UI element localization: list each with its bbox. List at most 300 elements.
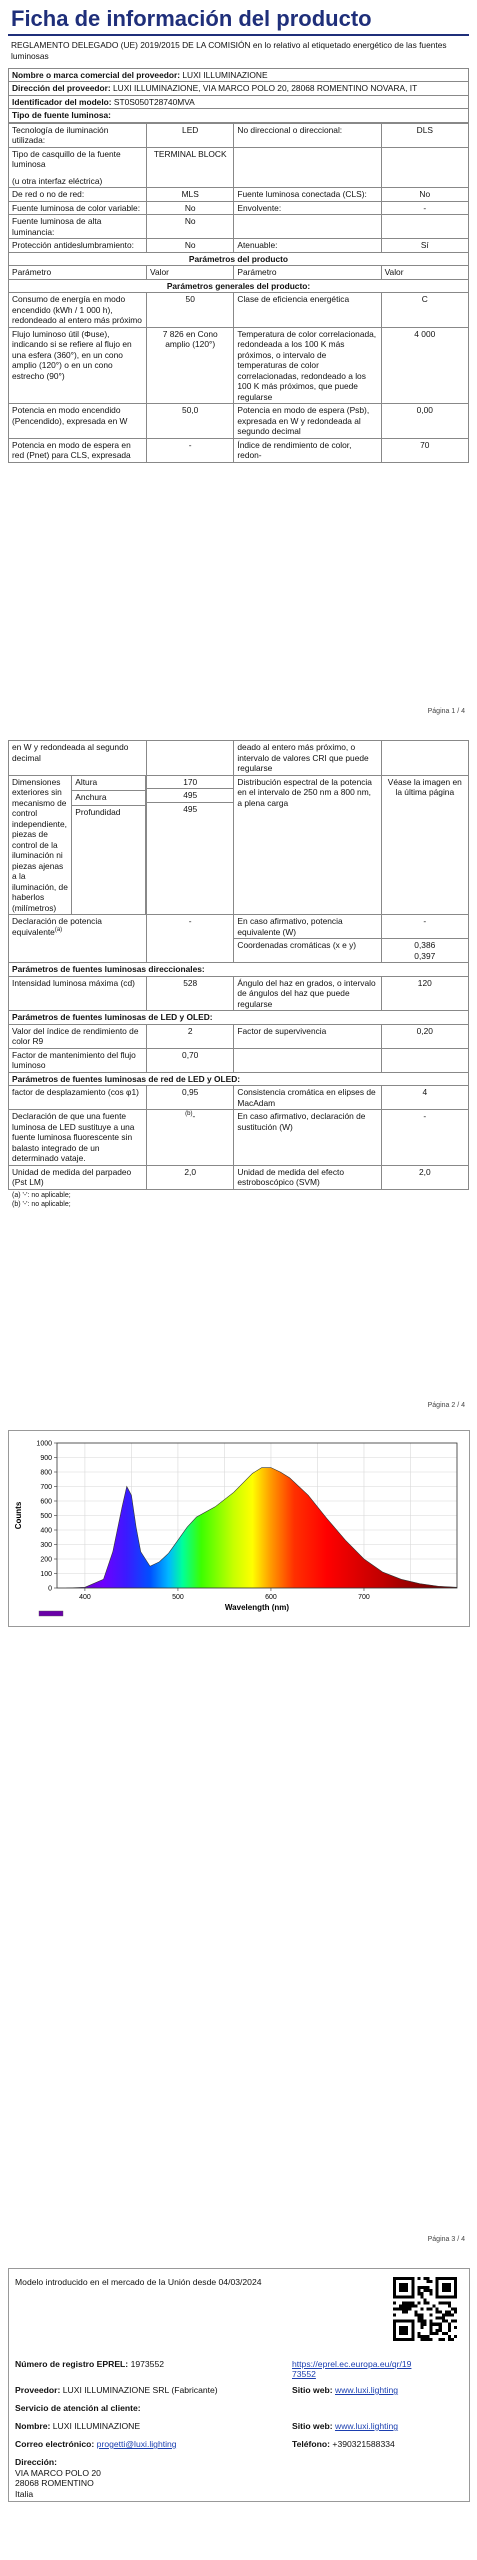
qr-module	[393, 2286, 396, 2289]
qr-module	[451, 2307, 454, 2310]
qr-module	[411, 2292, 414, 2295]
qr-module	[436, 2323, 439, 2326]
survival-label: Factor de supervivencia	[234, 1024, 381, 1048]
nondir-label: No direccional o direccional:	[234, 123, 381, 147]
qr-module	[393, 2277, 396, 2280]
x-tick-label: 400	[79, 1594, 91, 1601]
spectrum-area	[66, 1468, 457, 1588]
energy-class-value: C	[381, 293, 468, 328]
qr-module	[448, 2323, 451, 2326]
cri-value: 70	[381, 438, 468, 462]
supplier-value: LUXI ILLUMINAZIONE SRL (Fabricante)	[62, 2385, 218, 2395]
qr-module	[433, 2304, 436, 2307]
pnet-value: -	[147, 438, 234, 462]
qr-module	[411, 2295, 414, 2298]
spd-label: Distribución espectral de la potencia en el intervalo de 250 nm a 800 nm, a plena carga	[234, 775, 381, 915]
page-number: Página 2 / 4	[427, 1402, 465, 1409]
qr-module	[405, 2326, 408, 2329]
x-tick-label: 500	[172, 1594, 184, 1601]
qr-module	[399, 2332, 402, 2335]
qr-module	[448, 2335, 451, 2338]
y-tick-label: 800	[40, 1469, 52, 1477]
qr-module	[423, 2289, 426, 2292]
qr-module	[396, 2277, 399, 2280]
dims-subtable	[9, 776, 146, 915]
qr-module	[420, 2307, 423, 2310]
col-param: Parámetro	[234, 266, 381, 280]
qr-module	[423, 2286, 426, 2289]
dims-cell	[9, 775, 147, 915]
website-link[interactable]: www.luxi.lighting	[334, 2385, 399, 2395]
qr-module	[451, 2295, 454, 2298]
qr-module	[402, 2326, 405, 2329]
flicker-value: 2,0	[147, 1165, 234, 1189]
qr-module	[411, 2280, 414, 2283]
qr-module	[393, 2338, 396, 2341]
qr-module	[420, 2320, 423, 2323]
antiglare-value: No	[147, 239, 234, 253]
qr-module	[393, 2289, 396, 2292]
qr-module	[393, 2307, 396, 2310]
qr-module	[405, 2289, 408, 2292]
spectrum-chart	[8, 1430, 470, 1627]
service-heading: Servicio de atención al cliente:	[15, 2403, 141, 2413]
qr-module	[393, 2320, 396, 2323]
qr-module	[448, 2304, 451, 2307]
qr-module	[417, 2301, 420, 2304]
qr-module	[402, 2311, 405, 2314]
qr-module	[411, 2304, 414, 2307]
empty-cell	[234, 147, 381, 188]
eprel-link[interactable]: https://eprel.ec.europa.eu/qr/1973552	[292, 2359, 412, 2379]
qr-module	[414, 2304, 417, 2307]
address-line-3: Italia	[15, 2489, 34, 2500]
page-2	[8, 740, 469, 1940]
qr-module	[451, 2277, 454, 2280]
retro-footnote-ref: (b)	[185, 1111, 193, 1118]
dim-name-width: Anchura	[72, 790, 146, 805]
address-label: Dirección del proveedor:	[12, 83, 111, 94]
qr-module	[436, 2283, 439, 2286]
eq-w-label: En caso afirmativo, potencia equivalente (W)	[234, 915, 381, 939]
qr-module	[439, 2277, 442, 2280]
qr-module	[436, 2311, 439, 2314]
qr-module	[399, 2286, 402, 2289]
qr-module	[405, 2277, 408, 2280]
qr-module	[427, 2280, 430, 2283]
pon-value: 50,0	[147, 404, 234, 439]
qr-module	[411, 2335, 414, 2338]
y-tick-label: 100	[40, 1571, 52, 1578]
qr-module	[420, 2335, 423, 2338]
qr-module	[402, 2329, 405, 2332]
qr-module	[417, 2335, 420, 2338]
market-date: Modelo introducido en el mercado de la Unión desde 04/03/2024	[15, 2277, 262, 2287]
retro-w-value: -	[381, 1110, 468, 1166]
empty-cell	[234, 215, 381, 239]
x-tick-label: 600	[265, 1594, 277, 1601]
qr-module	[445, 2311, 448, 2314]
cls-label: Fuente luminosa conectada (CLS):	[234, 188, 381, 202]
qr-module	[405, 2286, 408, 2289]
tech-value: LED	[147, 123, 234, 147]
disp-label: factor de desplazamiento (cos φ1)	[9, 1086, 147, 1110]
qr-module	[405, 2295, 408, 2298]
trademark-row	[9, 68, 469, 82]
qr-module	[454, 2311, 457, 2314]
qr-module	[430, 2338, 433, 2341]
qr-module	[411, 2329, 414, 2332]
qr-module	[408, 2304, 411, 2307]
qr-module	[448, 2311, 451, 2314]
regulation-subtitle: REGLAMENTO DELEGADO (UE) 2019/2015 DE LA COMISIÓN en lo relativo al etiquetado energético de las fuentes luminosas	[11, 40, 447, 61]
website2-label: Sitio web:	[292, 2421, 333, 2431]
source-type-table	[8, 123, 469, 463]
qr-module	[420, 2338, 423, 2341]
beam-label: Ángulo del haz en grados, o intervalo de ángulos del haz que puede regularse	[234, 976, 381, 1011]
reg-value: 1973552	[130, 2359, 165, 2369]
dim-value-width: 495	[147, 789, 233, 803]
qr-module	[439, 2317, 442, 2320]
qr-module	[445, 2283, 448, 2286]
qr-module	[442, 2332, 445, 2335]
colour-value: No	[147, 201, 234, 215]
qr-module	[399, 2338, 402, 2341]
eq-label: Declaración de potencia equivalente	[12, 916, 102, 937]
qr-module	[405, 2320, 408, 2323]
qr-module	[405, 2307, 408, 2310]
title-rule	[8, 34, 469, 36]
qr-module	[423, 2323, 426, 2326]
maint-label: Factor de mantenimiento del flujo luminoso	[9, 1048, 147, 1072]
beam-value: 120	[381, 976, 468, 1011]
qr-module	[427, 2289, 430, 2292]
qr-module	[393, 2292, 396, 2295]
qr-module	[402, 2304, 405, 2307]
qr-module	[454, 2307, 457, 2310]
qr-module	[448, 2295, 451, 2298]
envelope-label: Envolvente:	[234, 201, 381, 215]
qr-module	[411, 2320, 414, 2323]
qr-module	[393, 2323, 396, 2326]
qr-module	[405, 2329, 408, 2332]
qr-module	[405, 2311, 408, 2314]
qr-module	[402, 2320, 405, 2323]
qr-module	[420, 2326, 423, 2329]
qr-module	[454, 2289, 457, 2292]
qr-module	[442, 2289, 445, 2292]
x-tick-label: 700	[358, 1594, 370, 1601]
qr-module	[445, 2314, 448, 2317]
qr-module	[402, 2338, 405, 2341]
qr-module	[445, 2295, 448, 2298]
spd-value: Véase la imagen en la última página	[381, 775, 468, 915]
qr-module	[454, 2326, 457, 2329]
empty-cell	[381, 741, 468, 776]
qr-module	[439, 2301, 442, 2304]
qr-module	[436, 2317, 439, 2320]
flux-value: 7 826 en Cono amplio (120°)	[147, 327, 234, 404]
dim-value-height: 170	[147, 776, 233, 790]
qr-module	[402, 2283, 405, 2286]
envelope-value: -	[381, 201, 468, 215]
qr-module	[408, 2301, 411, 2304]
qr-module	[454, 2295, 457, 2298]
eq-cell	[9, 915, 147, 963]
qr-module	[430, 2320, 433, 2323]
qr-module	[454, 2292, 457, 2295]
qr-module	[417, 2277, 420, 2280]
qr-module	[442, 2301, 445, 2304]
email-link[interactable]: progetti@luxi.lighting	[96, 2439, 177, 2449]
tech-label: Tecnología de iluminación utilizada:	[9, 123, 147, 147]
page-1	[8, 4, 469, 704]
intensity-label: Intensidad luminosa máxima (cd)	[9, 976, 147, 1011]
qr-module	[393, 2326, 396, 2329]
qr-module	[408, 2277, 411, 2280]
flicker-label: Unidad de medida del parpadeo (Pst LM)	[9, 1165, 147, 1189]
maint-value: 0,70	[147, 1048, 234, 1072]
eq-w-value: -	[381, 915, 468, 939]
qr-module	[451, 2314, 454, 2317]
col-value: Valor	[147, 266, 234, 280]
trademark-value: LUXI ILLUMINAZIONE	[182, 69, 268, 80]
retro-cell	[147, 1110, 234, 1166]
qr-module	[430, 2323, 433, 2326]
qr-module	[414, 2311, 417, 2314]
qr-module	[405, 2304, 408, 2307]
qr-module	[393, 2314, 396, 2317]
address-row	[9, 82, 469, 96]
qr-module	[411, 2323, 414, 2326]
qr-module	[408, 2307, 411, 2310]
qr-module	[442, 2295, 445, 2298]
qr-module	[417, 2292, 420, 2295]
cap-cell	[9, 147, 147, 188]
qr-module	[436, 2307, 439, 2310]
qr-module	[417, 2317, 420, 2320]
qr-module	[417, 2320, 420, 2323]
qr-module	[436, 2277, 439, 2280]
y-tick-label: 400	[40, 1527, 52, 1535]
qr-module	[430, 2329, 433, 2332]
y-axis-label: Counts	[14, 1501, 23, 1530]
supplier-table	[8, 68, 469, 123]
qr-module	[411, 2332, 414, 2335]
mains-led-title: Parámetros de fuentes luminosas de red de LED y OLED:	[9, 1072, 469, 1086]
colour-label: Fuente luminosa de color variable:	[9, 201, 147, 215]
trademark-label: Nombre o marca comercial del proveedor:	[12, 69, 181, 80]
email-label: Correo electrónico:	[15, 2439, 95, 2449]
qr-module	[411, 2277, 414, 2280]
qr-module	[420, 2317, 423, 2320]
qr-module	[405, 2301, 408, 2304]
cri-label-cont: deado al entero más próximo, o intervalo de valores CRI que puede regularse	[234, 741, 381, 776]
cap-sub: (u otra interfaz eléctrica)	[12, 175, 103, 186]
r9-label: Valor del índice de rendimiento de color R9	[9, 1024, 147, 1048]
x-axis-label: Wavelength (nm)	[224, 1603, 290, 1612]
qr-module	[393, 2283, 396, 2286]
qr-module	[393, 2295, 396, 2298]
qr-module	[448, 2283, 451, 2286]
supplier-label: Proveedor:	[15, 2385, 61, 2395]
reg-label: Número de registro EPREL:	[15, 2359, 129, 2369]
qr-module	[451, 2320, 454, 2323]
qr-module	[433, 2323, 436, 2326]
qr-module	[417, 2314, 420, 2317]
qr-module	[439, 2329, 442, 2332]
dim-name-depth: Profundidad	[72, 806, 146, 915]
qr-module	[439, 2323, 442, 2326]
flux-label: Flujo luminoso útil (Φuse), indicando si se refiere al flujo en una esfera (360°), en un cono amplio (120°) o en un cono estrecho (90°)	[9, 327, 147, 404]
pnet-label-cont: en W y redondeada al segundo decimal	[9, 741, 147, 776]
y-tick-label: 700	[40, 1484, 52, 1491]
dimmable-value: Sí	[381, 239, 468, 253]
contact-name-label: Nombre:	[15, 2421, 51, 2431]
qr-module	[420, 2286, 423, 2289]
footnote-a: (a) '-': no aplicable;	[12, 1191, 71, 1199]
qr-module	[445, 2320, 448, 2323]
qr-module	[454, 2286, 457, 2289]
pnet-label: Potencia en modo de espera en red (Pnet) para CLS, expresada	[9, 438, 147, 462]
empty-cell	[147, 741, 234, 776]
qr-module	[402, 2277, 405, 2280]
qr-module	[427, 2286, 430, 2289]
qr-module	[393, 2280, 396, 2283]
qr-module	[393, 2329, 396, 2332]
energy-class-label: Clase de eficiencia energética	[234, 293, 381, 328]
mains-label: De red o no de red:	[9, 188, 147, 202]
qr-module	[442, 2283, 445, 2286]
qr-module	[442, 2317, 445, 2320]
y-tick-label: 500	[40, 1513, 52, 1520]
qr-module	[417, 2286, 420, 2289]
qr-module	[442, 2338, 445, 2341]
dims-label: Dimensiones exteriores sin mecanismo de control independiente, piezas de control de la iluminación ni piezas ajenas a la iluminación, de haberlos (milímetros)	[9, 776, 72, 915]
qr-module	[402, 2307, 405, 2310]
cls-value: No	[381, 188, 468, 202]
svm-value: 2,0	[381, 1165, 468, 1189]
qr-module	[417, 2289, 420, 2292]
qr-module	[448, 2314, 451, 2317]
qr-module	[402, 2301, 405, 2304]
qr-module	[442, 2320, 445, 2323]
col-value: Valor	[381, 266, 468, 280]
qr-module	[427, 2335, 430, 2338]
qr-module	[448, 2326, 451, 2329]
qr-module	[436, 2286, 439, 2289]
qr-module	[448, 2329, 451, 2332]
qr-module	[445, 2277, 448, 2280]
qr-module	[393, 2332, 396, 2335]
col-param: Parámetro	[9, 266, 147, 280]
qr-code-icon[interactable]	[393, 2277, 457, 2341]
qr-module	[411, 2289, 414, 2292]
consumption-value: 50	[147, 293, 234, 328]
qr-module	[399, 2329, 402, 2332]
qr-module	[445, 2301, 448, 2304]
qr-module	[396, 2307, 399, 2310]
y-tick-label: 1000	[36, 1440, 52, 1448]
qr-module	[423, 2320, 426, 2323]
qr-module	[399, 2277, 402, 2280]
legend-swatch	[39, 1611, 63, 1616]
qr-module	[427, 2307, 430, 2310]
qr-module	[430, 2307, 433, 2310]
eprel-card	[8, 2268, 470, 2502]
retro-w-label: En caso afirmativo, declaración de sustitución (W)	[234, 1110, 381, 1166]
address-line-1: VIA MARCO POLO 20	[15, 2467, 101, 2478]
qr-module	[411, 2283, 414, 2286]
macadam-label: Consistencia cromática en elipses de MacAdam	[234, 1086, 381, 1110]
qr-module	[420, 2314, 423, 2317]
mains-value: MLS	[147, 188, 234, 202]
qr-module	[408, 2320, 411, 2323]
chroma-y: 0,397	[414, 950, 436, 961]
model-label: Identificador del modelo:	[12, 96, 112, 107]
qr-module	[448, 2277, 451, 2280]
eq-value: -	[147, 915, 234, 963]
qr-module	[402, 2289, 405, 2292]
empty-cell	[381, 1048, 468, 1072]
address-line-2: 28068 ROMENTINO	[15, 2478, 94, 2489]
qr-module	[405, 2283, 408, 2286]
qr-module	[411, 2326, 414, 2329]
qr-module	[442, 2314, 445, 2317]
disp-value: 0,95	[147, 1086, 234, 1110]
qr-module	[393, 2335, 396, 2338]
psb-label: Potencia en modo de espera (Psb), expresada en W y redondeada al segundo decimal	[234, 404, 381, 439]
qr-module	[399, 2304, 402, 2307]
qr-module	[430, 2280, 433, 2283]
qr-module	[408, 2295, 411, 2298]
hl-label: Fuente luminosa de alta luminancia:	[9, 215, 147, 239]
retro-label: Declaración de que una fuente luminosa de LED sustituye a una fuente luminosa fluorescente sin balasto integrado de un determinado vataje.	[9, 1110, 147, 1166]
chroma-label: Coordenadas cromáticas (x e y)	[234, 939, 381, 963]
qr-module	[423, 2298, 426, 2301]
qr-module	[420, 2295, 423, 2298]
eq-footnote-ref: (a)	[54, 926, 63, 933]
qr-module	[420, 2323, 423, 2326]
address-heading: Dirección:	[15, 2457, 58, 2467]
cct-value: 4 000	[381, 327, 468, 404]
cap-value: TERMINAL BLOCK	[147, 147, 234, 188]
qr-module	[427, 2301, 430, 2304]
qr-module	[433, 2332, 436, 2335]
qr-module	[423, 2301, 426, 2304]
qr-module	[427, 2277, 430, 2280]
y-tick-label: 300	[40, 1542, 52, 1549]
website2-link[interactable]: www.luxi.lighting	[334, 2421, 399, 2431]
qr-module	[411, 2338, 414, 2341]
r9-value: 2	[147, 1024, 234, 1048]
empty-cell	[381, 215, 468, 239]
qr-module	[445, 2289, 448, 2292]
qr-module	[436, 2295, 439, 2298]
qr-module	[399, 2295, 402, 2298]
qr-module	[448, 2301, 451, 2304]
page-title: Ficha de información del producto	[11, 6, 372, 31]
qr-module	[430, 2292, 433, 2295]
qr-module	[436, 2332, 439, 2335]
directional-title: Parámetros de fuentes luminosas direccionales:	[9, 963, 469, 977]
qr-module	[405, 2332, 408, 2335]
pon-label: Potencia en modo encendido (Pencendido), expresada en W	[9, 404, 147, 439]
chroma-x: 0,386	[414, 940, 436, 950]
spectrum-svg	[9, 1431, 469, 1626]
qr-module	[451, 2338, 454, 2341]
qr-module	[454, 2335, 457, 2338]
